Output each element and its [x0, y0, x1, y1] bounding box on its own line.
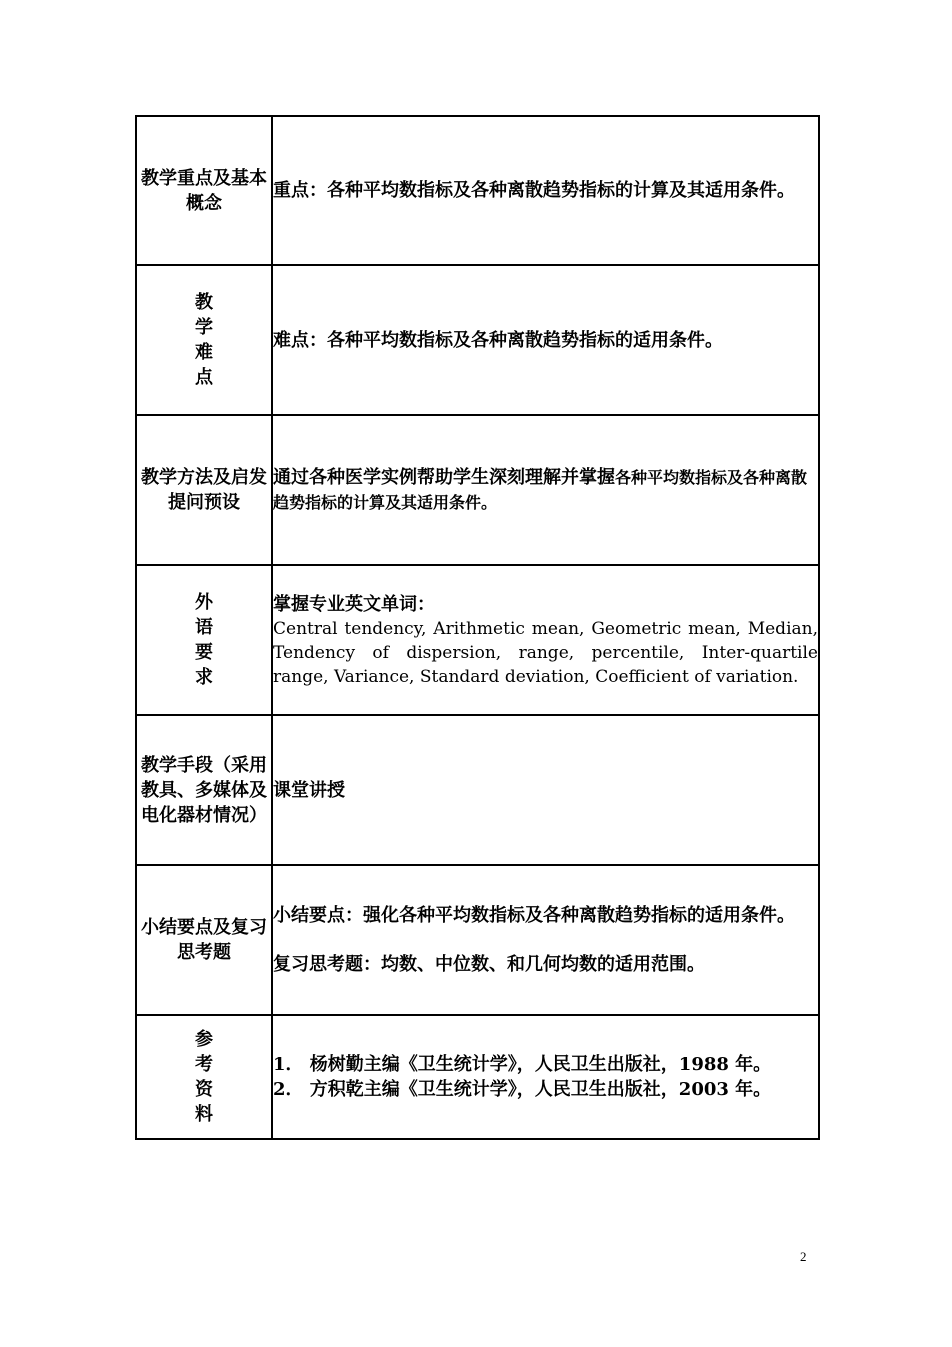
content-foreign-language: [272, 565, 819, 715]
content-summary: [272, 865, 819, 1015]
label-char: 要: [195, 642, 213, 663]
reference-item: 2． 方积乾主编《卫生统计学》，人民卫生出版社，2003 年。: [273, 1079, 772, 1100]
row-key-points: [136, 116, 819, 265]
label-char: 学: [195, 317, 213, 338]
summary-points: 小结要点：强化各种平均数指标及各种离散趋势指标的适用条件。: [273, 905, 795, 926]
row-foreign-language: [136, 565, 819, 715]
label-teaching-method: 教学方法及启发提问预设: [136, 415, 272, 565]
label-references: [136, 1015, 272, 1139]
label-char: 点: [195, 367, 213, 388]
content-references: [272, 1015, 819, 1139]
content-teaching-means: [272, 715, 819, 865]
label-char: 参: [195, 1029, 213, 1050]
teaching-method-main: 通过各种医学实例帮助学生深刻理解并掌握: [273, 467, 615, 488]
label-foreign-language: [136, 565, 272, 715]
row-teaching-method: [136, 415, 819, 565]
teaching-method-text: [273, 465, 818, 515]
row-summary: [136, 865, 819, 1015]
label-char: 难: [195, 342, 213, 363]
reference-item: 1． 杨树勤主编《卫生统计学》，人民卫生出版社，1988 年。: [273, 1054, 772, 1075]
row-references: [136, 1015, 819, 1139]
label-char: 教: [195, 292, 213, 313]
row-teaching-means: [136, 715, 819, 865]
lesson-plan-table: [135, 115, 820, 1140]
content-key-points: [272, 116, 819, 265]
label-difficulties: [136, 265, 272, 415]
label-char: 求: [195, 667, 213, 688]
teaching-method-small: 各种平均数指标及各种离散趋势指标的计算及其适用条件。: [273, 468, 808, 512]
label-char: 料: [195, 1104, 213, 1125]
label-char: 资: [195, 1079, 213, 1100]
label-summary: 小结要点及复习思考题: [136, 865, 272, 1015]
label-char: 语: [195, 617, 213, 638]
foreign-language-heading: 掌握专业英文单词：: [273, 593, 435, 615]
review-questions: 复习思考题：均数、中位数、和几何均数的适用范围。: [273, 954, 705, 975]
row-difficulties: [136, 265, 819, 415]
label-char: 外: [195, 592, 213, 613]
label-teaching-means: 教学手段（采用教具、多媒体及电化器材情况）: [136, 715, 272, 865]
page-number: 2: [800, 1249, 807, 1264]
teaching-means-text: 课堂讲授: [273, 779, 345, 801]
content-difficulties: [272, 265, 819, 415]
label-char: 考: [195, 1054, 213, 1075]
key-points-text: 重点：各种平均数指标及各种离散趋势指标的计算及其适用条件。: [273, 180, 795, 201]
label-key-points: 教学重点及基本概念: [136, 116, 272, 265]
content-teaching-method: [272, 415, 819, 565]
difficulties-text: 难点：各种平均数指标及各种离散趋势指标的适用条件。: [273, 329, 723, 351]
english-terms: Central tendency, Arithmetic mean, Geometric mean, Median, Tendency of dispersion, range, percentile, Inter-quartile range, Variance, Standard deviation, Coefficient of variation.: [273, 618, 818, 687]
